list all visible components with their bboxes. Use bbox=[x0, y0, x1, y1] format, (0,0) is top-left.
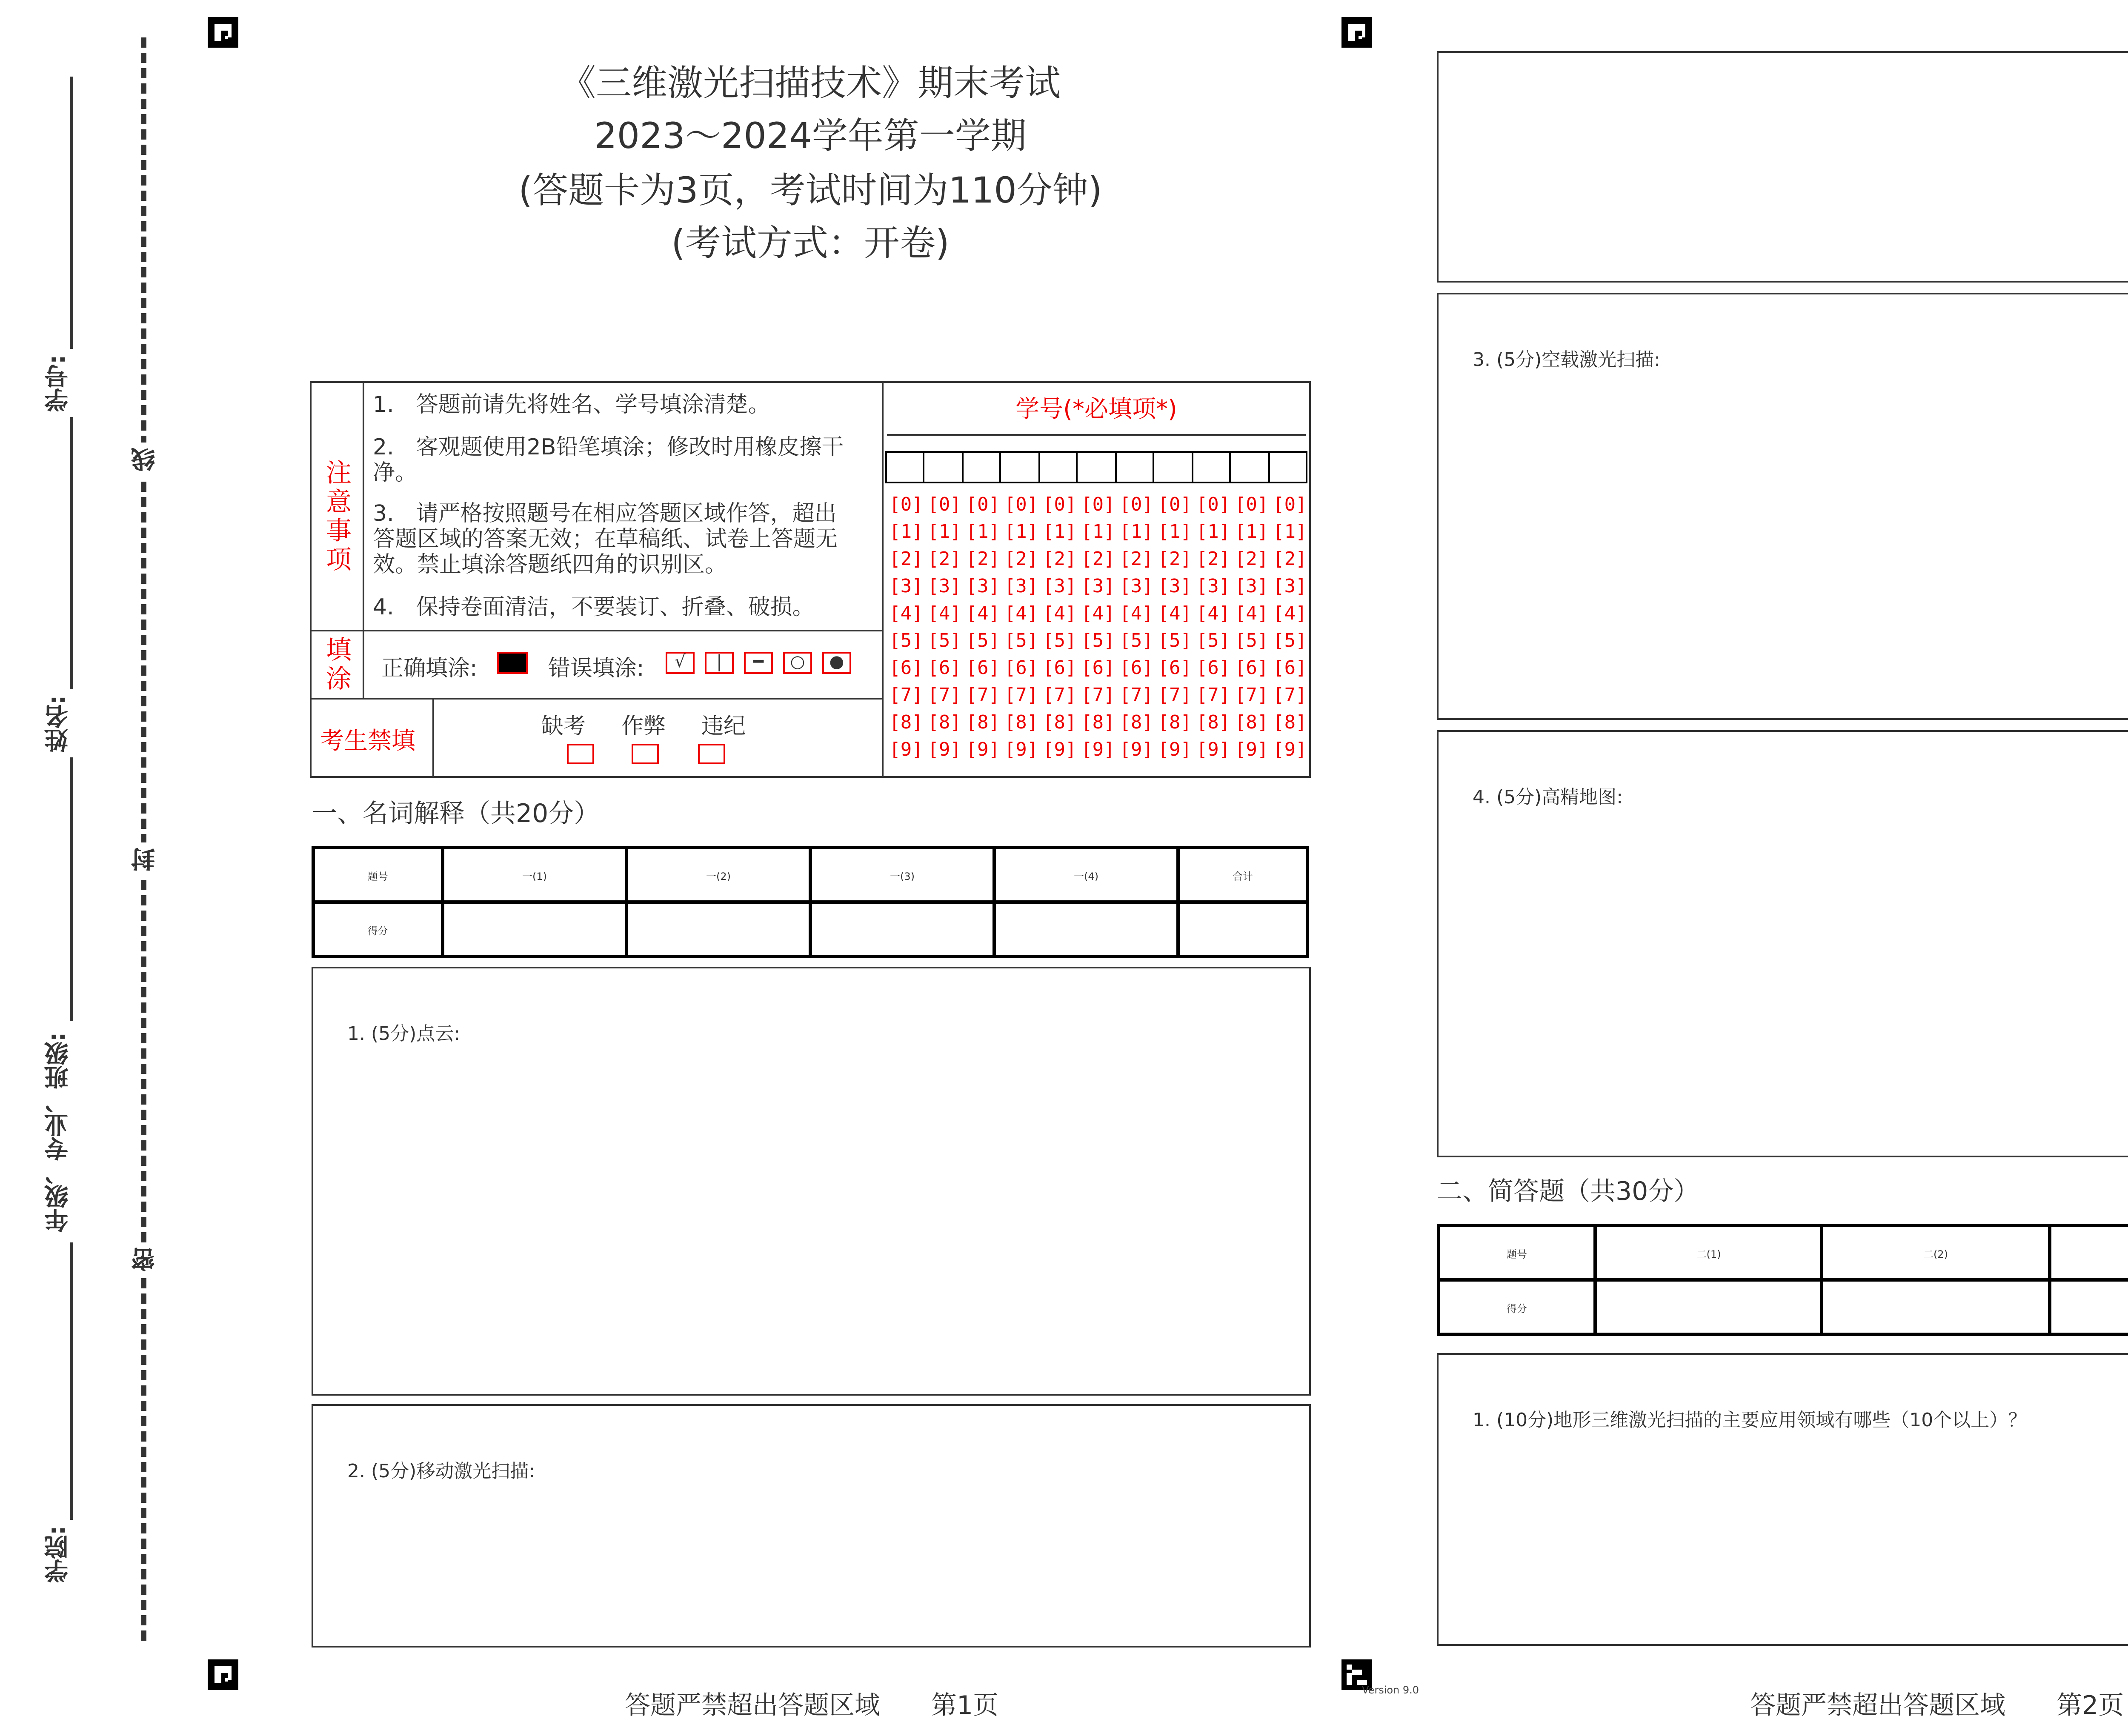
score-header-cell: 一(2) bbox=[626, 848, 810, 902]
student-id-bubble[interactable]: [8] bbox=[927, 711, 961, 734]
student-id-bubble[interactable]: [7] bbox=[889, 684, 923, 706]
student-id-bubble[interactable]: [8] bbox=[1081, 711, 1115, 734]
student-id-line[interactable] bbox=[70, 77, 73, 349]
student-id-bubble[interactable]: [5] bbox=[1234, 630, 1269, 652]
violation-checkbox[interactable] bbox=[698, 744, 725, 764]
student-id-digit-box[interactable] bbox=[1040, 453, 1078, 482]
student-id-digit-box[interactable] bbox=[964, 453, 1002, 482]
student-id-bubble[interactable]: [8] bbox=[966, 711, 1000, 734]
score-header-cell: 合计 bbox=[1178, 848, 1307, 902]
student-id-bubble[interactable]: [9] bbox=[1158, 739, 1192, 761]
student-id-bubble[interactable]: [3] bbox=[1273, 575, 1307, 597]
student-id-bubble[interactable]: [4] bbox=[1004, 602, 1038, 625]
student-id-bubble[interactable]: [6] bbox=[1081, 657, 1115, 679]
college-line[interactable] bbox=[70, 1242, 73, 1523]
student-id-bubble[interactable]: [4] bbox=[1234, 602, 1269, 625]
student-id-write-boxes bbox=[885, 451, 1307, 483]
seal-char-line: 线 bbox=[129, 443, 160, 477]
student-id-bubble[interactable]: [3] bbox=[1119, 575, 1153, 597]
student-id-bubble[interactable]: [3] bbox=[1004, 575, 1038, 597]
student-id-bubble[interactable]: [8] bbox=[1196, 711, 1230, 734]
student-id-bubble[interactable]: [7] bbox=[927, 684, 961, 706]
class-line[interactable] bbox=[70, 757, 73, 1030]
student-id-bubble[interactable]: [7] bbox=[1273, 684, 1307, 706]
score-row-label: 得分 bbox=[313, 902, 443, 957]
student-id-bubble[interactable]: [4] bbox=[1119, 602, 1153, 625]
student-id-bubble[interactable]: [1] bbox=[1234, 521, 1269, 543]
student-id-bubble[interactable]: [8] bbox=[1158, 711, 1192, 734]
student-id-bubble[interactable]: [3] bbox=[1196, 575, 1230, 597]
seal-dashed-line bbox=[141, 37, 146, 1641]
student-id-bubble[interactable]: [7] bbox=[1043, 684, 1077, 706]
student-id-bubble[interactable]: [9] bbox=[966, 739, 1000, 761]
student-id-bubble[interactable]: [0] bbox=[1119, 494, 1153, 516]
question-label: 3. (5分)空载激光扫描: bbox=[1473, 349, 1661, 371]
student-id-bubble[interactable]: [5] bbox=[1004, 630, 1038, 652]
student-id-bubble[interactable]: [1] bbox=[1081, 521, 1115, 543]
student-id-bubble[interactable]: [3] bbox=[1043, 575, 1077, 597]
cheating-checkbox[interactable] bbox=[632, 744, 659, 764]
section1-score-table bbox=[312, 846, 1309, 958]
student-id-bubble[interactable]: [9] bbox=[1234, 739, 1269, 761]
student-id-bubble[interactable]: [6] bbox=[1196, 657, 1230, 679]
student-id-bubble[interactable]: [1] bbox=[1196, 521, 1230, 543]
notice-label: 注意事项 bbox=[326, 458, 352, 575]
answer-area-q3[interactable] bbox=[1437, 293, 2128, 720]
student-id-bubble[interactable]: [0] bbox=[1004, 494, 1038, 516]
student-id-bubble[interactable]: [5] bbox=[889, 630, 923, 652]
student-id-bubble[interactable]: [2] bbox=[889, 548, 923, 570]
student-id-bubble[interactable]: [9] bbox=[1004, 739, 1038, 761]
score-input-cell[interactable] bbox=[2049, 1280, 2128, 1334]
student-id-bubble[interactable]: [2] bbox=[1273, 548, 1307, 570]
student-id-bubble[interactable]: [7] bbox=[1004, 684, 1038, 706]
notice-item: 3. 请严格按照题号在相应答题区域作答，超出答题区域的答案无效；在草稿纸、试卷上答题无效。禁止填涂答题纸四角的识别区。 bbox=[373, 502, 838, 579]
student-id-bubble-grid bbox=[887, 492, 1309, 762]
section2-score-table bbox=[1437, 1224, 2128, 1336]
name-label: 姓名: bbox=[41, 689, 75, 757]
student-id-bubble[interactable]: [3] bbox=[1234, 575, 1269, 597]
student-id-bubble[interactable]: [1] bbox=[1004, 521, 1038, 543]
page1-footer: 答题严禁超出答题区域 第1页 bbox=[625, 1690, 999, 1721]
score-header-cell: 题号 bbox=[1439, 1225, 1595, 1280]
student-id-bubble[interactable]: [4] bbox=[966, 602, 1000, 625]
correct-fill-label: 正确填涂: bbox=[381, 657, 478, 682]
question-label: 1. (10分)地形三维激光扫描的主要应用领域有哪些（10个以上）？ bbox=[1473, 1409, 2027, 1431]
student-id-digit-box[interactable] bbox=[1001, 453, 1040, 482]
student-id-bubble[interactable]: [0] bbox=[966, 494, 1000, 516]
exam-title: 《三维激光扫描技术》期末考试 bbox=[560, 63, 1061, 104]
student-id-digit-box[interactable] bbox=[1193, 453, 1231, 482]
question-label: 4. (5分)高精地图: bbox=[1473, 786, 1623, 808]
student-id-bubble[interactable]: [2] bbox=[966, 548, 1000, 570]
student-id-bubble[interactable]: [0] bbox=[889, 494, 923, 516]
answer-area-q4[interactable] bbox=[1437, 730, 2128, 1157]
student-id-bubble[interactable]: [3] bbox=[1158, 575, 1192, 597]
answer-area-s2-q1[interactable] bbox=[1437, 1353, 2128, 1646]
student-id-bubble[interactable]: [2] bbox=[1196, 548, 1230, 570]
student-id-bubble[interactable]: [9] bbox=[1043, 739, 1077, 761]
student-id-label: 学号: bbox=[41, 349, 75, 417]
notice-item: 2. 客观题使用2B铅笔填涂；修改时用橡皮擦干净。 bbox=[373, 436, 844, 487]
student-id-bubble[interactable]: [8] bbox=[1043, 711, 1077, 734]
student-id-bubble[interactable]: [5] bbox=[966, 630, 1000, 652]
student-id-bubble[interactable]: [5] bbox=[1043, 630, 1077, 652]
seal-char-secret: 密 bbox=[129, 1242, 160, 1276]
score-header-cell: 一(3) bbox=[810, 848, 994, 902]
score-input-cell[interactable] bbox=[1822, 1280, 2049, 1334]
correct-fill-example bbox=[497, 652, 528, 674]
answer-area-q1[interactable] bbox=[312, 967, 1311, 1396]
student-id-bubble[interactable]: [9] bbox=[1119, 739, 1153, 761]
cheating-label: 作弊 bbox=[621, 715, 666, 740]
student-id-bubble[interactable]: [6] bbox=[889, 657, 923, 679]
student-id-bubble[interactable]: [1] bbox=[927, 521, 961, 543]
student-id-digit-box[interactable] bbox=[1078, 453, 1116, 482]
wrong-fill-label: 错误填涂: bbox=[548, 657, 644, 682]
student-id-bubble[interactable]: [8] bbox=[1273, 711, 1307, 734]
student-id-bubble[interactable]: [8] bbox=[1119, 711, 1153, 734]
student-id-bubble[interactable]: [9] bbox=[1273, 739, 1307, 761]
student-id-bubble[interactable]: [0] bbox=[927, 494, 961, 516]
student-id-bubble[interactable]: [7] bbox=[1234, 684, 1269, 706]
score-input-cell[interactable] bbox=[994, 902, 1178, 957]
score-header-cell: 一(1) bbox=[443, 848, 626, 902]
score-input-cell[interactable] bbox=[626, 902, 810, 957]
score-header-cell bbox=[2049, 1225, 2128, 1280]
violation-label: 违纪 bbox=[701, 715, 746, 740]
student-id-bubble[interactable]: [6] bbox=[927, 657, 961, 679]
corner-marker-icon bbox=[1341, 17, 1372, 48]
student-id-bubble[interactable]: [4] bbox=[1273, 602, 1307, 625]
student-id-bubble[interactable]: [1] bbox=[966, 521, 1000, 543]
score-header-cell: 一(4) bbox=[994, 848, 1178, 902]
score-input-cell[interactable] bbox=[810, 902, 994, 957]
student-id-bubble[interactable]: [0] bbox=[1081, 494, 1115, 516]
student-id-bubble[interactable]: [6] bbox=[1273, 657, 1307, 679]
notice-item: 4. 保持卷面清洁，不要装订、折叠、破损。 bbox=[373, 596, 815, 621]
wrong-fill-circle: ○ bbox=[783, 652, 812, 674]
student-id-bubble[interactable]: [3] bbox=[966, 575, 1000, 597]
student-id-bubble[interactable]: [4] bbox=[927, 602, 961, 625]
student-id-bubble[interactable]: [0] bbox=[1043, 494, 1077, 516]
student-id-bubble[interactable]: [9] bbox=[889, 739, 923, 761]
score-input-cell[interactable] bbox=[443, 902, 626, 957]
score-row-label: 得分 bbox=[1439, 1280, 1595, 1334]
student-id-bubble[interactable]: [6] bbox=[1043, 657, 1077, 679]
student-id-bubble[interactable]: [6] bbox=[1158, 657, 1192, 679]
student-id-bubble[interactable]: [1] bbox=[1043, 521, 1077, 543]
page2-footer: 答题严禁超出答题区域 第2页 bbox=[1750, 1690, 2124, 1721]
staff-only-label: 考生禁填 bbox=[320, 728, 415, 756]
answer-area-q2[interactable] bbox=[312, 1404, 1311, 1647]
name-line[interactable] bbox=[70, 417, 73, 689]
student-id-bubble[interactable]: [0] bbox=[1234, 494, 1269, 516]
student-id-bubble[interactable]: [9] bbox=[927, 739, 961, 761]
student-id-bubble[interactable]: [2] bbox=[927, 548, 961, 570]
wrong-fill-dash: ━ bbox=[744, 652, 773, 674]
answer-area-q2-continued[interactable] bbox=[1437, 51, 2128, 283]
corner-marker-icon bbox=[208, 1659, 238, 1690]
section2-title: 二、简答题（共30分） bbox=[1437, 1176, 1699, 1207]
student-id-digit-box[interactable] bbox=[1116, 453, 1155, 482]
student-id-digit-box[interactable] bbox=[1155, 453, 1193, 482]
student-id-bubble[interactable]: [1] bbox=[1158, 521, 1192, 543]
student-id-bubble[interactable]: [2] bbox=[1234, 548, 1269, 570]
student-id-bubble[interactable]: [1] bbox=[1273, 521, 1307, 543]
student-id-bubble[interactable]: [6] bbox=[966, 657, 1000, 679]
absent-checkbox[interactable] bbox=[567, 744, 594, 764]
student-id-bubble[interactable]: [7] bbox=[1196, 684, 1230, 706]
exam-term: 2023～2024学年第一学期 bbox=[594, 116, 1027, 157]
student-id-bubble[interactable]: [6] bbox=[1119, 657, 1153, 679]
exam-info: (答题卡为3页，考试时间为110分钟) bbox=[518, 170, 1102, 211]
student-id-bubble[interactable]: [8] bbox=[1004, 711, 1038, 734]
student-id-bubble[interactable]: [9] bbox=[1196, 739, 1230, 761]
student-id-bubble[interactable]: [4] bbox=[1043, 602, 1077, 625]
student-id-digit-box[interactable] bbox=[925, 453, 964, 482]
student-id-bubble[interactable]: [1] bbox=[1119, 521, 1153, 543]
question-label: 2. (5分)移动激光扫描: bbox=[347, 1460, 535, 1482]
student-id-bubble[interactable]: [4] bbox=[889, 602, 923, 625]
student-id-bubble[interactable]: [5] bbox=[1119, 630, 1153, 652]
student-id-bubble[interactable]: [5] bbox=[1158, 630, 1192, 652]
student-id-bubble[interactable]: [6] bbox=[1234, 657, 1269, 679]
question-label: 1. (5分)点云: bbox=[347, 1023, 460, 1045]
student-id-title: 学号(*必填项*) bbox=[1015, 397, 1177, 424]
student-id-bubble[interactable]: [2] bbox=[1081, 548, 1115, 570]
student-id-bubble[interactable]: [7] bbox=[966, 684, 1000, 706]
student-id-bubble[interactable]: [6] bbox=[1004, 657, 1038, 679]
student-id-bubble[interactable]: [0] bbox=[1273, 494, 1307, 516]
score-input-cell[interactable] bbox=[1595, 1280, 1822, 1334]
student-id-digit-box[interactable] bbox=[1231, 453, 1269, 482]
class-label: 年级、专业、班级: bbox=[41, 1021, 75, 1242]
student-id-bubble[interactable]: [7] bbox=[1158, 684, 1192, 706]
student-id-digit-box[interactable] bbox=[887, 453, 925, 482]
student-id-bubble[interactable]: [8] bbox=[1234, 711, 1269, 734]
student-id-bubble[interactable]: [0] bbox=[1158, 494, 1192, 516]
student-id-bubble[interactable]: [3] bbox=[1081, 575, 1115, 597]
student-id-digit-box[interactable] bbox=[1269, 453, 1306, 482]
student-id-bubble[interactable]: [7] bbox=[1081, 684, 1115, 706]
score-header-cell: 二(2) bbox=[1822, 1225, 2049, 1280]
corner-marker-icon bbox=[208, 17, 238, 48]
student-id-bubble[interactable]: [2] bbox=[1004, 548, 1038, 570]
student-id-bubble[interactable]: [5] bbox=[1081, 630, 1115, 652]
exam-mode: (考试方式：开卷) bbox=[671, 223, 950, 264]
version-label: Version 9.0 bbox=[1362, 1685, 1419, 1697]
student-id-bubble[interactable]: [2] bbox=[1158, 548, 1192, 570]
student-id-bubble[interactable]: [9] bbox=[1081, 739, 1115, 761]
student-id-bubble[interactable]: [5] bbox=[1196, 630, 1230, 652]
notice-item: 1. 答题前请先将姓名、学号填涂清楚。 bbox=[373, 393, 770, 419]
student-id-bubble[interactable]: [2] bbox=[1119, 548, 1153, 570]
score-total-cell[interactable] bbox=[1178, 902, 1307, 957]
absent-label: 缺考 bbox=[541, 715, 586, 740]
student-id-bubble[interactable]: [3] bbox=[889, 575, 923, 597]
wrong-fill-dot: ● bbox=[822, 652, 851, 674]
student-id-bubble[interactable]: [1] bbox=[889, 521, 923, 543]
student-id-bubble[interactable]: [5] bbox=[927, 630, 961, 652]
student-id-bubble[interactable]: [7] bbox=[1119, 684, 1153, 706]
student-id-bubble[interactable]: [8] bbox=[889, 711, 923, 734]
fill-label: 填涂 bbox=[326, 635, 352, 694]
student-id-bubble[interactable]: [3] bbox=[927, 575, 961, 597]
college-label: 学院: bbox=[41, 1520, 75, 1588]
score-header-cell: 题号 bbox=[313, 848, 443, 902]
wrong-fill-line: | bbox=[705, 652, 734, 674]
student-id-bubble[interactable]: [4] bbox=[1081, 602, 1115, 625]
student-id-bubble[interactable]: [4] bbox=[1196, 602, 1230, 625]
student-id-bubble[interactable]: [4] bbox=[1158, 602, 1192, 625]
seal-char-seal: 封 bbox=[129, 842, 160, 877]
score-header-cell: 二(1) bbox=[1595, 1225, 1822, 1280]
student-id-bubble[interactable]: [2] bbox=[1043, 548, 1077, 570]
student-id-bubble[interactable]: [5] bbox=[1273, 630, 1307, 652]
section1-title: 一、名词解释（共20分） bbox=[312, 798, 600, 829]
wrong-fill-check: √ bbox=[666, 652, 695, 674]
student-id-bubble[interactable]: [0] bbox=[1196, 494, 1230, 516]
